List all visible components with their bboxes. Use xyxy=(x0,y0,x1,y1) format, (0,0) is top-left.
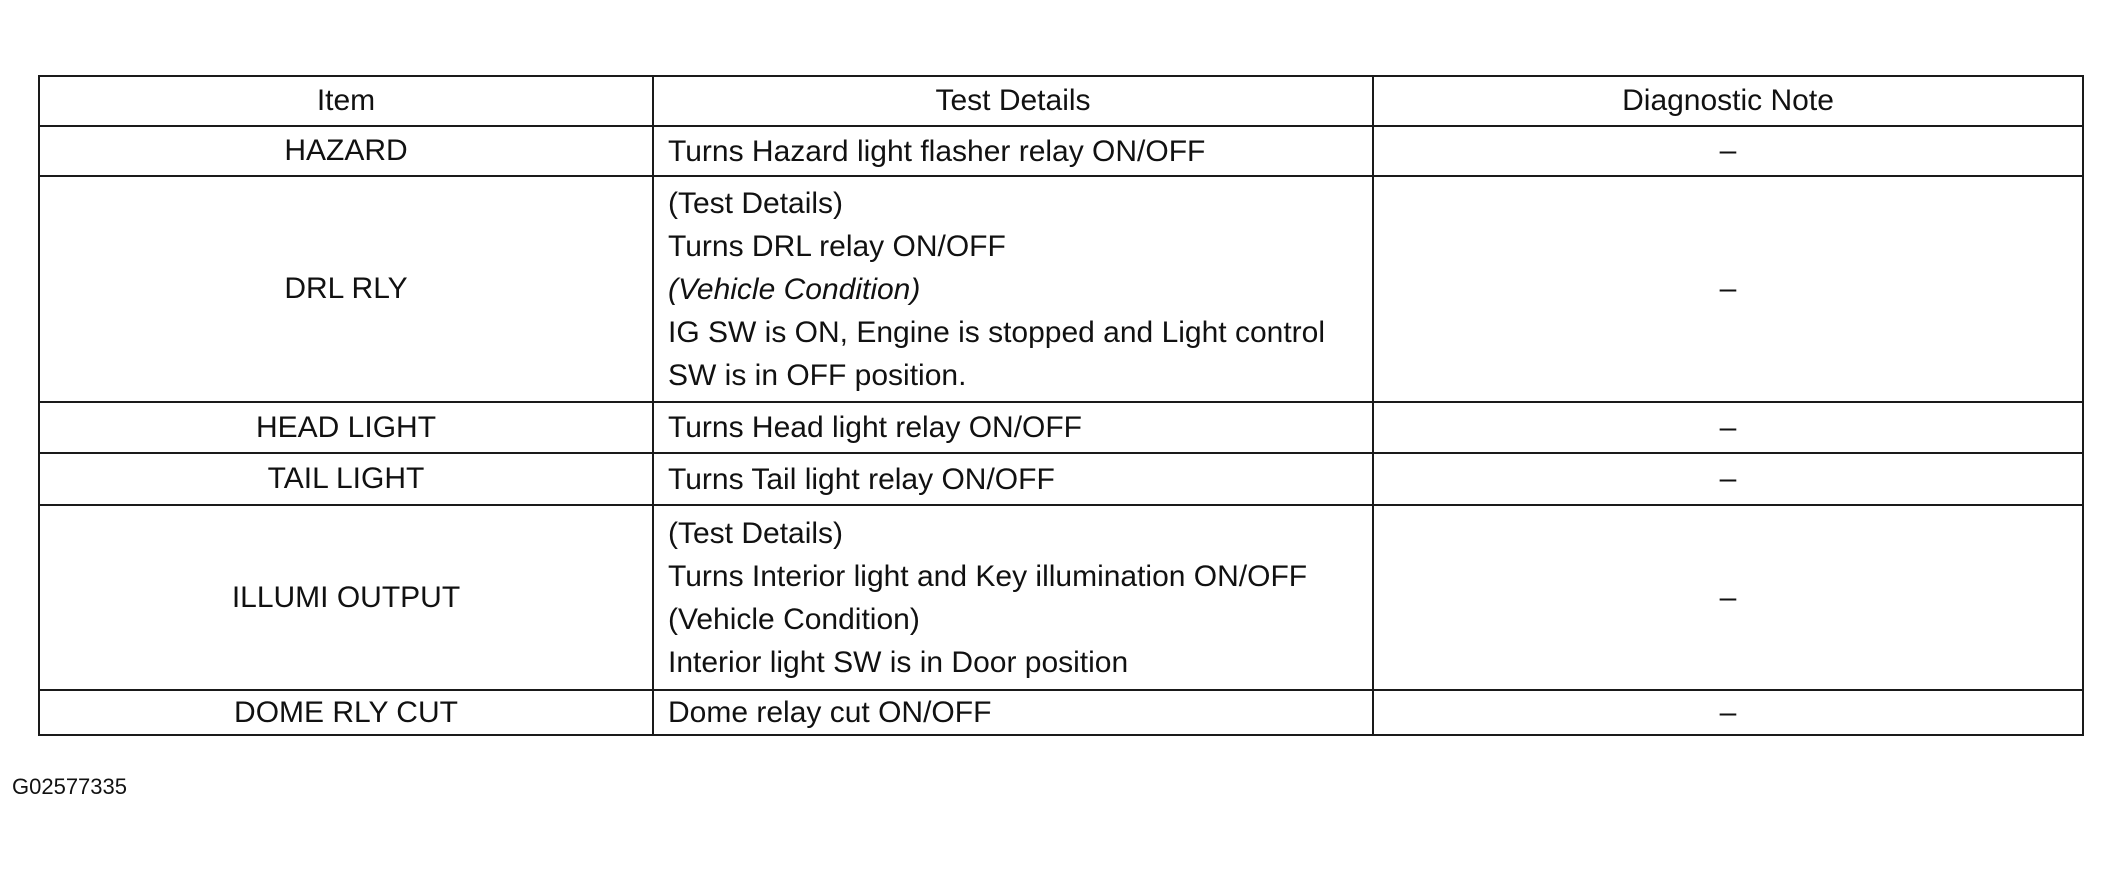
diagnostic-note-cell: – xyxy=(1373,176,2083,402)
test-details-cell xyxy=(653,690,1373,735)
test-details-cell xyxy=(653,402,1373,453)
test-line: Turns DRL relay ON/OFF xyxy=(668,229,1006,263)
test-line: Turns Interior light and Key illumination ON/OFF xyxy=(668,559,1308,593)
table-row xyxy=(39,126,2083,176)
test-line: SW is in OFF position. xyxy=(668,358,967,392)
item-cell: HAZARD xyxy=(39,126,653,176)
test-line: Dome relay cut ON/OFF xyxy=(668,696,992,729)
figure-id: G02577335 xyxy=(12,774,127,799)
test-line: (Vehicle Condition) xyxy=(668,272,921,306)
diagnostic-note-cell: – xyxy=(1373,126,2083,176)
test-line: (Vehicle Condition) xyxy=(668,602,920,636)
item-cell: TAIL LIGHT xyxy=(39,453,653,505)
test-line: Turns Head light relay ON/OFF xyxy=(668,411,1083,444)
test-line: IG SW is ON, Engine is stopped and Light control xyxy=(668,315,1325,349)
table-row xyxy=(39,690,2083,735)
test-details-cell xyxy=(653,505,1373,690)
diagnostic-note-cell: – xyxy=(1373,505,2083,690)
test-details-cell xyxy=(653,176,1373,402)
diagnostic-note-cell: – xyxy=(1373,402,2083,453)
header-item: Item xyxy=(39,76,653,126)
table-header-row xyxy=(39,76,2083,126)
item-cell: HEAD LIGHT xyxy=(39,402,653,453)
test-line: Turns Hazard light flasher relay ON/OFF xyxy=(668,134,1206,168)
item-cell: ILLUMI OUTPUT xyxy=(39,505,653,690)
table-row xyxy=(39,505,2083,690)
test-line: (Test Details) xyxy=(668,186,844,220)
test-details-cell xyxy=(653,126,1373,176)
item-cell: DOME RLY CUT xyxy=(39,690,653,735)
diagnostic-note-cell: – xyxy=(1373,453,2083,505)
header-diagnostic-note: Diagnostic Note xyxy=(1373,76,2083,126)
diagnostic-note-cell: – xyxy=(1373,690,2083,735)
table-row xyxy=(39,402,2083,453)
test-line: (Test Details) xyxy=(668,516,844,550)
item-cell: DRL RLY xyxy=(39,176,653,402)
header-test-details: Test Details xyxy=(653,76,1373,126)
table-row xyxy=(39,453,2083,505)
test-details-cell xyxy=(653,453,1373,505)
active-test-table xyxy=(38,75,2084,736)
test-line: Interior light SW is in Door position xyxy=(668,645,1129,679)
test-line: Turns Tail light relay ON/OFF xyxy=(668,462,1055,496)
table-row xyxy=(39,176,2083,402)
